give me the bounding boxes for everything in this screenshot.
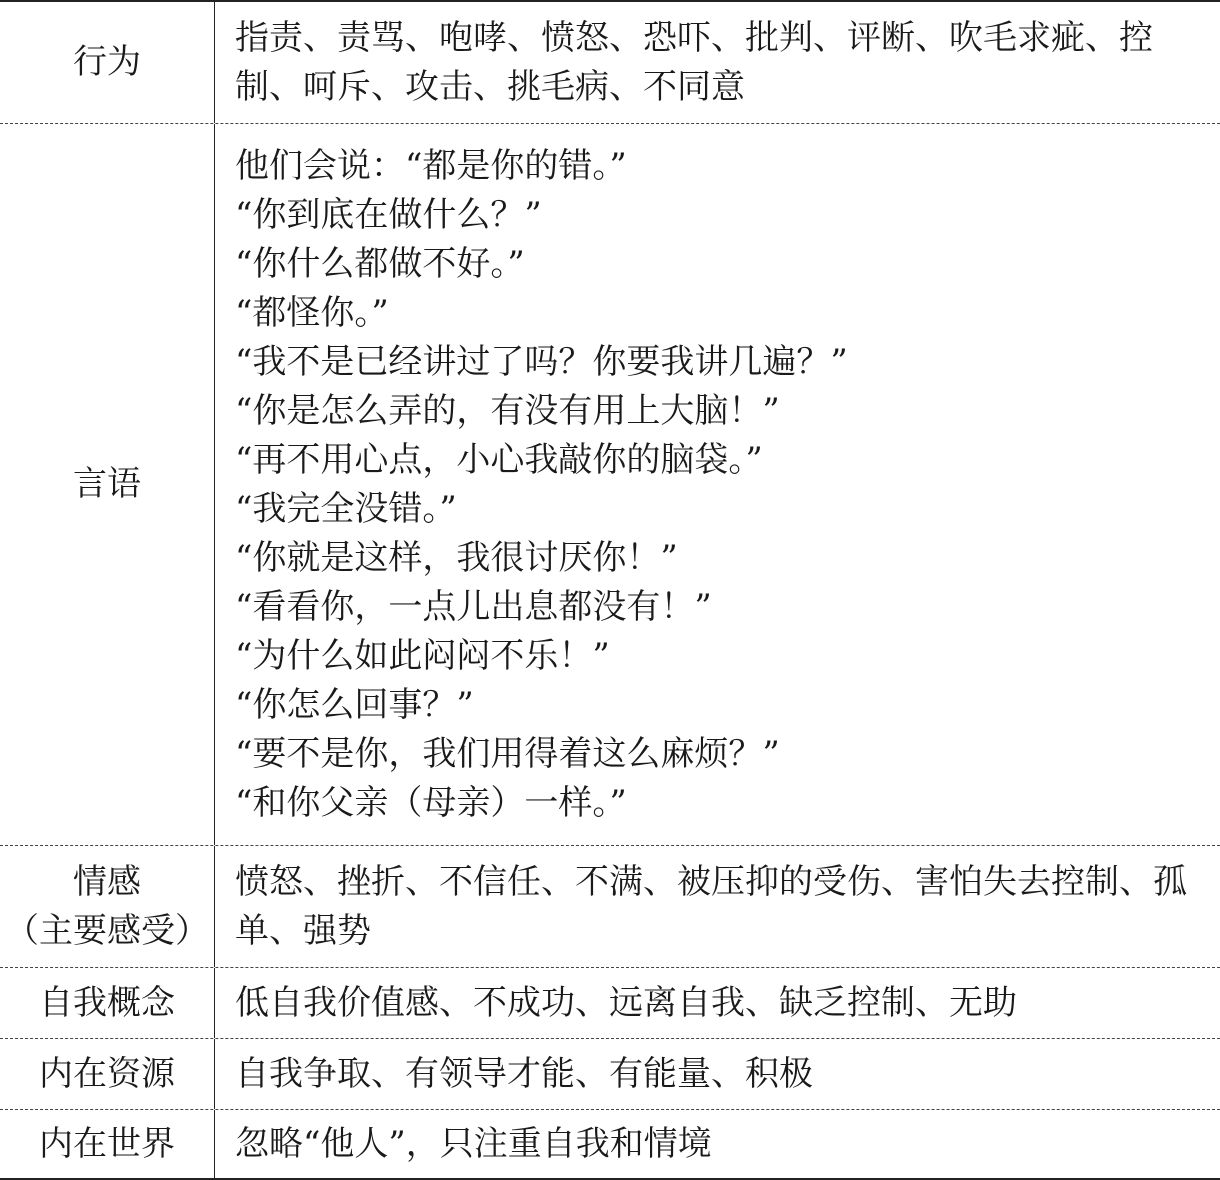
row-label-inner-world [0,1110,215,1178]
row-label-text: 言语 [73,464,141,504]
row-label-self-concept [0,968,215,1038]
row-content-inner-resources [215,1039,1220,1109]
row-content-speech [215,124,1220,845]
speech-line: “你是怎么弄的，有没有用上大脑！” [235,390,780,431]
row-label-text: 自我概念 [39,982,175,1023]
speech-line: “再不用心点，小心我敲你的脑袋。” [235,439,763,480]
speech-line: “你就是这样，我很讨厌你！” [235,537,678,578]
speech-line: “你什么都做不好。” [235,243,525,284]
speech-line: 他们会说：“都是你的错。” [235,145,627,186]
speech-line: “你到底在做什么？” [235,194,542,235]
row-content-inner-world [215,1110,1220,1178]
speech-quote-list [235,142,1206,828]
table-row-self-concept [0,968,1220,1039]
emotion-text: 愤怒、挫折、不信任、不满、被压抑的受伤、害怕失去控制、孤单、强势 [235,861,1187,951]
speech-line: “都怪你。” [235,292,389,333]
table-row-emotion [0,846,1220,968]
row-label-speech [0,124,215,845]
inner-world-text: 忽略“他人”，只注重自我和情境 [235,1123,712,1164]
speech-line: “我不是已经讲过了吗？你要我讲几遍？” [235,341,848,382]
speech-line: “你怎么回事？” [235,684,474,725]
row-content-emotion [215,846,1220,967]
speech-line: “要不是你，我们用得着这么麻烦？” [235,733,780,774]
behavior-text: 指责、责骂、咆哮、愤怒、恐吓、批判、评断、吹毛求疵、控制、呵斥、攻击、挑毛病、不同意 [235,17,1153,107]
row-label-text: 内在世界 [39,1123,175,1164]
speech-line: “为什么如此闷闷不乐！” [235,635,610,676]
row-content-behavior [215,2,1220,123]
row-label-inner-resources [0,1039,215,1109]
self-concept-text: 低自我价值感、不成功、远离自我、缺乏控制、无助 [235,982,1017,1023]
table-row-speech [0,124,1220,846]
table-row-inner-resources [0,1039,1220,1110]
row-label-text: 内在资源 [39,1053,175,1094]
row-label-subtext: （主要感受） [5,910,209,951]
table-row-inner-world [0,1110,1220,1178]
speech-line: “和你父亲（母亲）一样。” [235,782,627,823]
row-label-text: 情感 [73,861,141,902]
table-row-behavior [0,2,1220,124]
row-content-self-concept [215,968,1220,1038]
speech-line: “我完全没错。” [235,488,457,529]
row-label-emotion [0,846,215,967]
inner-resources-text: 自我争取、有领导才能、有能量、积极 [235,1053,813,1094]
row-label-text: 行为 [73,42,141,82]
row-label-behavior [0,2,215,123]
speech-line: “看看你，一点儿出息都没有！” [235,586,712,627]
